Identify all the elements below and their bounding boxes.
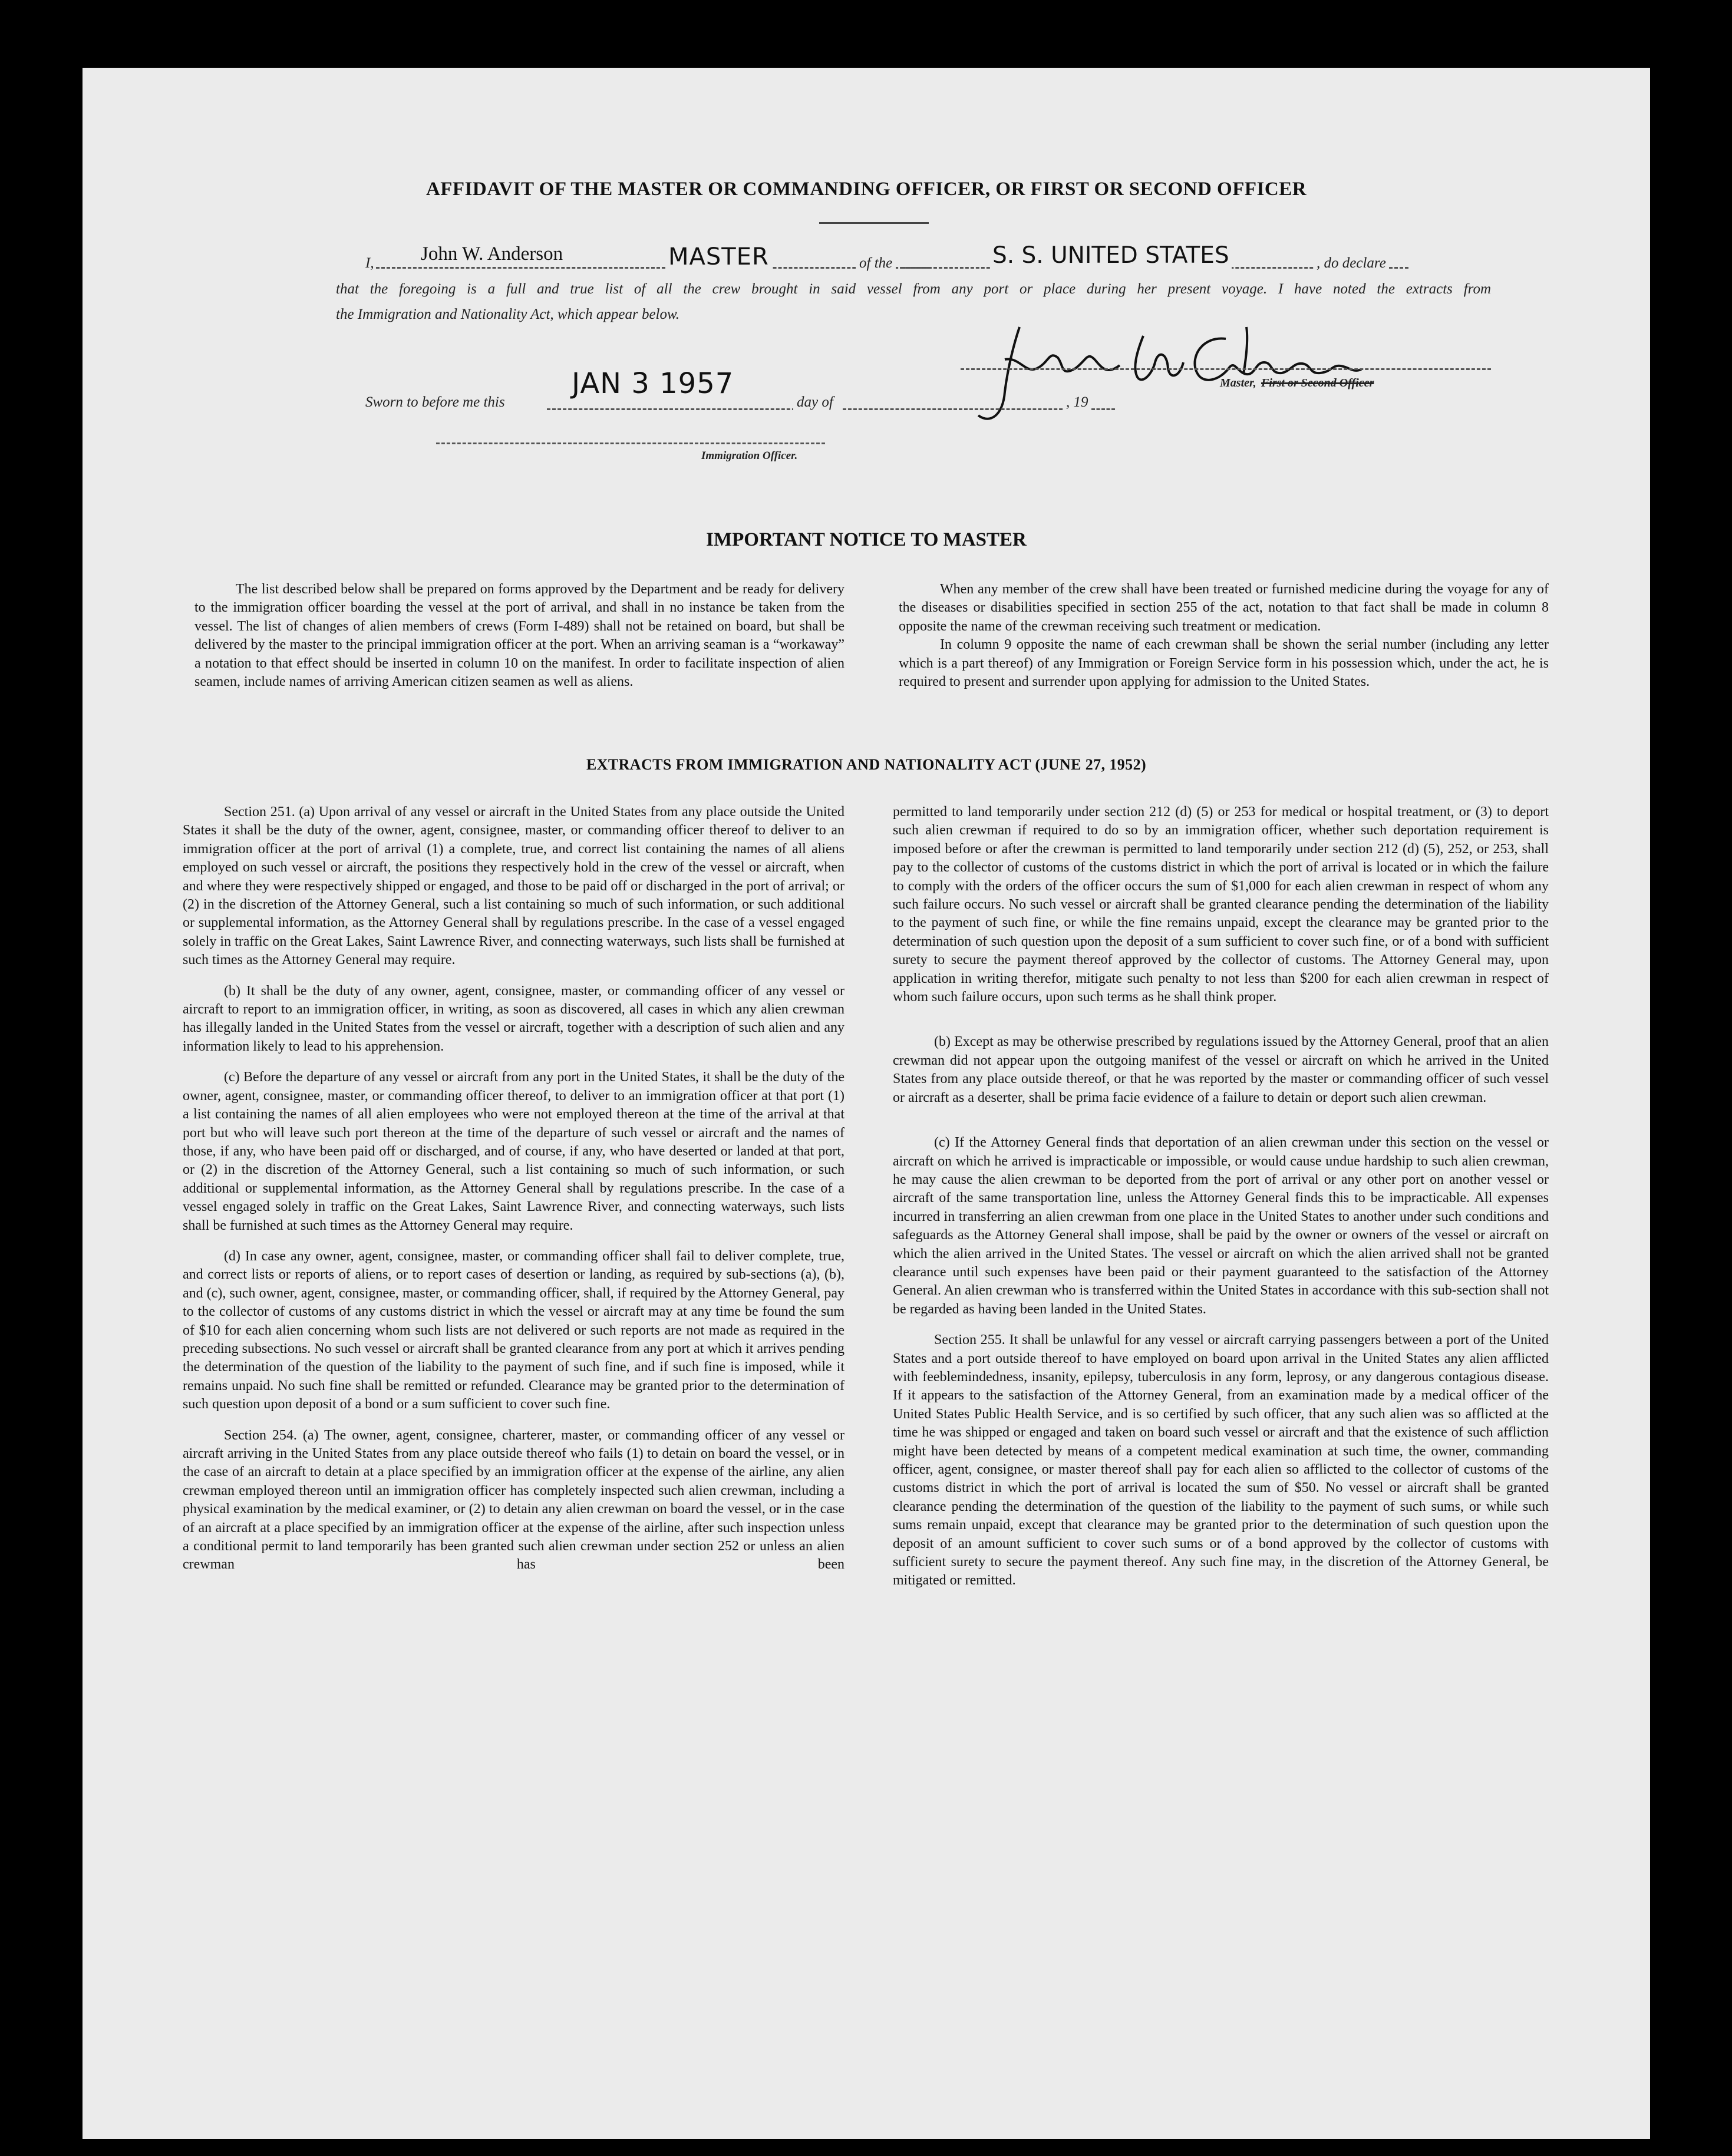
vessel-name: S. S. UNITED STATES — [990, 242, 1232, 269]
extracts-left-column — [183, 803, 844, 1574]
section-254-a-continued: permitted to land temporarily under section 212 (d) (5) or 253 for medical or hospital treatment, or (3) to deport such alien crewman if required to do so by an immigration officer, whether such deportation requirement is imposed before or after the crewman is permitted to land temporarily under section 212 (d) (5), 252, or 253, shall pay to the collector of customs of the customs district in which the port of arrival is located or in which the failure to comply with the orders of the officer occurs the sum of $1,000 for each alien crewman in respect of whom any such failure occurs. No such vessel or aircraft shall be granted clearance pending the determination of the liability to the payment of such fine, or while the fine remains unpaid, except the clearance may be granted prior to the determination of such question upon the deposit of a sum sufficient to cover such fine, or of a bond with sufficient surety to secure the payment thereof approved by the collector of customs. The Attorney General may, upon application in writing therefor, mitigate such penalty to not less than $200 for each alien crewman in respect of whom such failure occurs, upon such terms as he shall think proper. — [893, 804, 1549, 1005]
rank-stamp: MASTER — [666, 243, 771, 270]
immigration-officer-line — [436, 443, 825, 444]
extracts-right-column — [893, 803, 1549, 1590]
immigration-officer-label: Immigration Officer. — [701, 450, 798, 462]
sworn-month-line — [843, 408, 1078, 410]
section-255: Section 255. It shall be unlawful for any vessel or aircraft carrying passengers between a port of the United States and a port outside thereof to have employed on board upon arrival in the United States any alien afflicted with feeblemindedness, insanity, epilepsy, tuberculosis in any form, leprosy, or any dangerous contagious disease. If it appears to the satisfaction of the Attorney General, from an examination made by a medical officer of the United States Public Health Service, and is so certified by such officer, that any such alien was so afflicted at the time he was shipped or engaged and taken on board such vessel or aircraft and that the existence of such affliction might have been detected by means of a competent medical examination at such time, the owner, commanding officer, agent, consignee, or master thereof shall pay for each alien so afflicted to the collector of customs of the customs district in which the port of arrival is located the sum of $50. No vessel or aircraft shall be granted clearance pending the determination of the question of the liability to the payment of such sums, or while such sums remain unpaid, except that clearance may be granted prior to the determination of such question upon the deposit of an amount sufficient to cover such sums or of a bond approved by the collector of customs with sufficient surety to secure the payment thereof. Any such fine may, in the discretion of the Attorney General, be mitigated or remitted. — [893, 1332, 1549, 1589]
do-declare-label: , do declare — [1314, 255, 1388, 272]
section-251-b: (b) It shall be the duty of any owner, agent, consignee, master, or commanding officer of any vessel or aircraft to report to an immigration officer, in writing, as soon as discovered, all cases in which any alien crewman has illegally landed in the United States from the vessel or aircraft, together with a description of such alien and any information likely to lead to his apprehension. — [183, 983, 844, 1054]
day-of-label: day of — [793, 394, 837, 411]
notice-right-paragraph-2: In column 9 opposite the name of each crewman shall be shown the serial number (including any letter which is a part thereof) of any Immigration or Foreign Service form in his possession which, under the act, he is required to present and surrender upon applying for admission to the United States. — [899, 637, 1549, 690]
signature-caption-prefix: Master, — [1220, 377, 1256, 389]
master-name: John W. Anderson — [418, 243, 565, 265]
extracts-title: EXTRACTS FROM IMMIGRATION AND NATIONALITY ACT (JUNE 27, 1952) — [586, 756, 1147, 773]
date-stamp: JAN 3 1957 — [572, 367, 734, 400]
year-label: , 19 — [1064, 394, 1091, 411]
paragraph-gap — [893, 1019, 1549, 1033]
section-251-d: (d) In case any owner, agent, consignee, master, or commanding officer shall fail to deliver complete, true, and correct lists or reports of aliens, or to report cases of desertion or landing, as required by sub-sections (a), (b), and (c), such owner, agent, consignee, master, or commanding officer, shall, if required by the Attorney General, pay to the collector of customs of any customs district in which the vessel or aircraft may at any time be found the sum of $10 for each alien concerning whom such lists are not delivered or such reports are not made as required in the preceding subsections. No such vessel or aircraft shall be granted clearance from any port at which it arrives pending the determination of the question of the liability to the payment of such fine, and if such fine is imposed, while it remains unpaid. No such fine shall be remitted or refunded. Clearance may be granted prior to the determination of such question upon deposit of a bond or a sum sufficient to cover such fine. — [183, 1248, 844, 1412]
notice-title: IMPORTANT NOTICE TO MASTER — [706, 529, 1027, 550]
paragraph-gap — [893, 1120, 1549, 1134]
declaration-line-1: that the foregoing is a full and true list of all the crew brought in said vessel from any port or place during her present voyage. I have noted the extracts from — [336, 281, 1491, 297]
document-page — [83, 68, 1650, 2139]
sworn-day-line — [547, 408, 806, 410]
section-251-a: Section 251. (a) Upon arrival of any vessel or aircraft in the United States from any place outside the United States it shall be the duty of the owner, agent, consignee, master, or commanding officer thereof to deliver to an immigration officer at the port of arrival (1) a complete, true, and correct list containing the names of all aliens employed on such vessel or aircraft, the positions they respectively hold in the crew of the vessel or aircraft, when and where they were respectively shipped or engaged, and those to be paid off or discharged in the port of arrival; or (2) in the discretion of the Attorney General, such a list containing so much of such information, or such additional or supplemental information, as the Attorney General shall by regulations prescribe. In the case of a vessel engaged solely in traffic on the Great Lakes, Saint Lawrence River, and connecting waterways, such lists shall be furnished at such times as the Attorney General may require. — [183, 804, 844, 968]
notice-left-paragraph: The list described below shall be prepared on forms approved by the Department and be ready for delivery to the immigration officer boarding the vessel at the port of arrival, and shall in no instance be taken from the vessel. The list of changes of alien members of crews (Form I-489) shall not be retained on board, but shall be delivered by the master to the principal immigration officer at the port. When an arriving seaman is a “workaway” a notation to that effect should be inserted in column 10 on the manifest. In order to facilitate inspection of alien seamen, include names of arriving American citizen seamen as well as aliens. — [194, 582, 844, 690]
affidavit-title: AFFIDAVIT OF THE MASTER OR COMMANDING OFFICER, OR FIRST OR SECOND OFFICER — [425, 179, 1307, 200]
year-line — [1091, 408, 1115, 410]
section-254-b: (b) Except as may be otherwise prescribed by regulations issued by the Attorney General, proof that an alien crewman did not appear upon the outgoing manifest of the vessel or aircraft on which he arrived in the United States from any place outside thereof, or that he was reported by the master or commanding officer of such vessel or aircraft as a deserter, shall be prima facie evidence of a failure to detain or deport such alien crewman. — [893, 1034, 1549, 1105]
title-rule — [819, 222, 929, 224]
name-field-line — [376, 267, 930, 269]
declaration-line-2: the Immigration and Nationality Act, which appear below. — [336, 306, 680, 322]
section-254-c: (c) If the Attorney General finds that deportation of an alien crewman under this section on the vessel or aircraft on which he arrived is impracticable or impossible, or would cause undue hardship to such alien crewman, he may cause the alien crewman to be deported from the port of arrival or any other port on another vessel or aircraft of the same transportation line, unless the Attorney General finds this to be impracticable. All expenses incurred in transferring an alien crewman from one place in the United States to another under such conditions and safeguards as the Attorney General shall impose, shall be paid by the owner or owners of the vessel or aircraft on which the alien arrived in the United States. The vessel or aircraft on which the alien arrived shall not be granted clearance until such expenses have been paid or their payment guaranteed to the satisfaction of the Attorney General. An alien crewman who is transferred within the United States in accordance with this sub-section shall not be regarded as having been landed in the United States. — [893, 1135, 1549, 1317]
section-251-c: (c) Before the departure of any vessel or aircraft from any port in the United States, it shall be the duty of the owner, agent, consignee, master, or commanding officer thereof, to deliver to an immigration officer at that port (1) a list containing the names of all alien employees who were not employed thereon at the time of the arrival at that port but who will leave such port thereon at the time of the departure of such vessel or aircraft and the names of those, if any, who have been paid off or discharged, and of course, if any, who have deserted or landed at that port, or (2) in the discretion of the Attorney General, such a list containing so much of such information, or such additional or supplemental information, as the Attorney General shall by regulations prescribe. In the case of a vessel engaged solely in traffic on the Great Lakes, Saint Lawrence River, and connecting waterways, such lists shall be furnished at such times as the Attorney General may require. — [183, 1069, 844, 1233]
sworn-label: Sworn to before me this — [365, 394, 505, 410]
signature-caption-struck: First or Second Officer — [1261, 377, 1374, 389]
signature-line — [961, 368, 1491, 370]
of-the-label: of the — [856, 255, 896, 272]
notice-right-column — [899, 580, 1549, 691]
notice-right-paragraph-1: When any member of the crew shall have been treated or furnished medicine during the voyage for any of the diseases or disabilities specified in section 255 of the act, notation to that fact shall be made in column 8 opposite the name of the crewman receiving such treatment or medication. — [899, 582, 1549, 634]
section-254-a: Section 254. (a) The owner, agent, consignee, charterer, master, or commanding officer of any vessel or aircraft arriving in the United States from any place outside thereof who fails (1) to detain on board the vessel, or in the case of an aircraft to detain at a place specified by an immigration officer at the expense of the airline, any alien crewman employed thereon until an immigration officer has completely inspected such alien crewman, including a physical examination by the medical examiner, or (2) to detain any alien crewman on board the vessel, or in the case of an aircraft at a place specified by an immigration officer at the expense of the airline, after such inspection unless a conditional permit to land temporarily has been granted such alien crewman under section 252 or unless an alien crewman has been — [183, 1427, 844, 1573]
notice-left-column — [194, 580, 844, 691]
i-label: I, — [365, 255, 374, 271]
